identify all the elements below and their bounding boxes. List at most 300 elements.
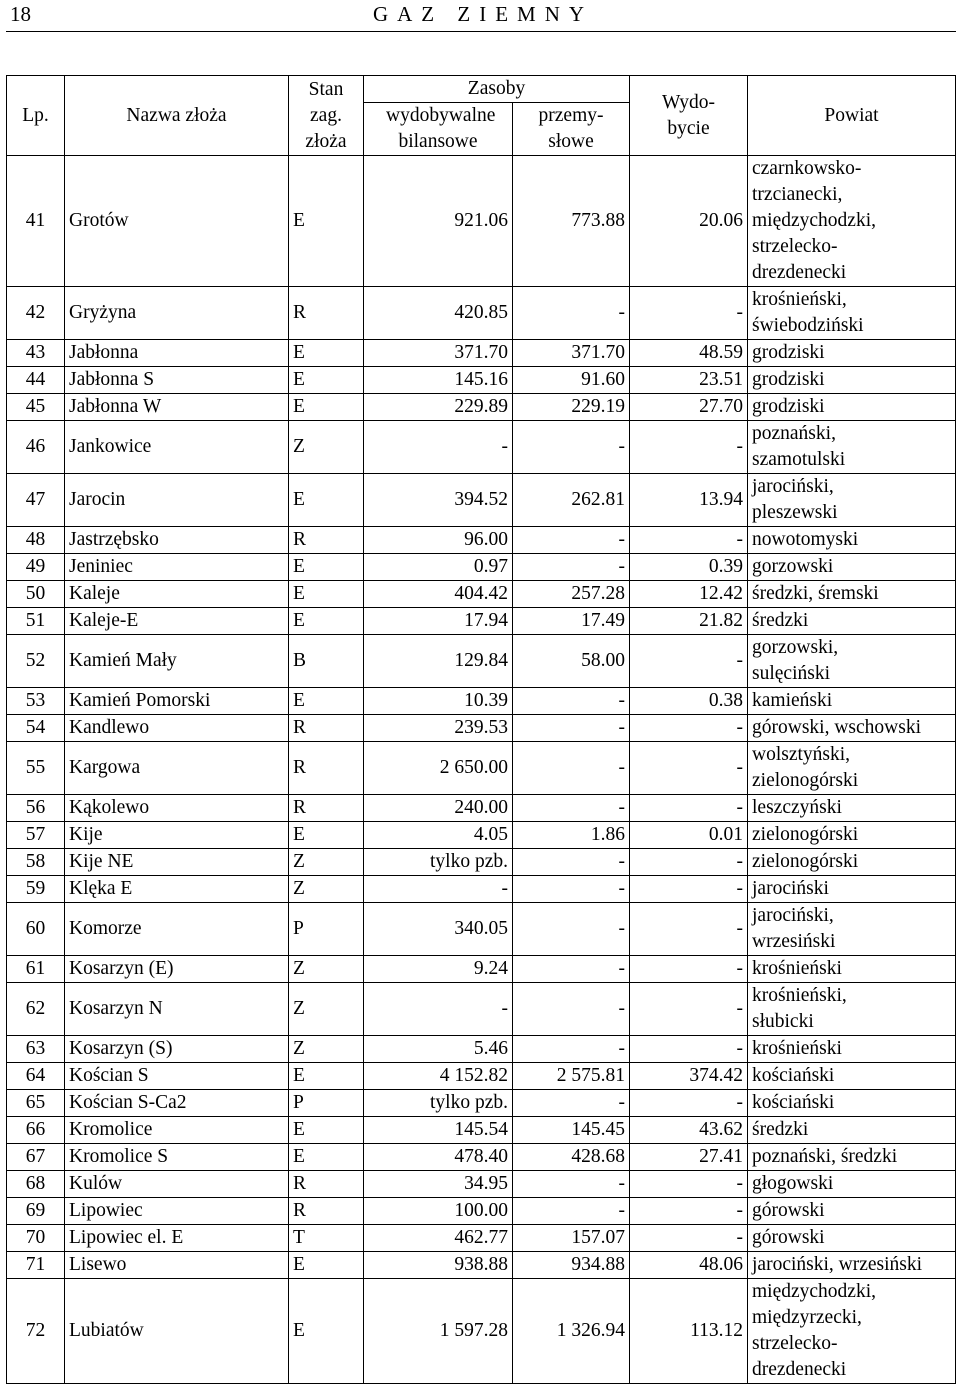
col-header-wydobywalne: wydobywalne bilansowe <box>364 103 513 156</box>
powiat-line: średzki <box>752 610 809 631</box>
cell-name: Komorze <box>65 903 289 956</box>
cell-wydobywalne: 4 152.82 <box>364 1063 513 1090</box>
cell-wydobywalne: 229.89 <box>364 394 513 421</box>
cell-wydobywalne: 340.05 <box>364 903 513 956</box>
cell-stan: E <box>289 156 364 287</box>
table-row <box>7 581 956 608</box>
cell-powiat <box>748 421 956 474</box>
cell-powiat <box>748 1252 956 1279</box>
table-row <box>7 1144 956 1171</box>
cell-wydobywalne: 17.94 <box>364 608 513 635</box>
cell-lp: 64 <box>7 1063 65 1090</box>
col-header-lp: Lp. <box>7 76 65 156</box>
cell-name: Kromolice <box>65 1117 289 1144</box>
cell-przemyslowe: - <box>513 956 630 983</box>
table-row <box>7 876 956 903</box>
cell-przemyslowe: 371.70 <box>513 340 630 367</box>
cell-stan: E <box>289 340 364 367</box>
table-row <box>7 608 956 635</box>
cell-name: Jankowice <box>65 421 289 474</box>
cell-name: Kargowa <box>65 742 289 795</box>
cell-powiat <box>748 742 956 795</box>
table-row <box>7 474 956 527</box>
cell-przemyslowe: 2 575.81 <box>513 1063 630 1090</box>
powiat-line: zielonogórski <box>752 770 859 791</box>
cell-name: Jastrzębsko <box>65 527 289 554</box>
col-header-przemyslowe: przemy-słowe <box>513 103 630 156</box>
cell-wydobywalne: tylko pzb. <box>364 849 513 876</box>
cell-wydobywalne: 478.40 <box>364 1144 513 1171</box>
cell-wydobywalne: - <box>364 421 513 474</box>
cell-wydobywalne: 34.95 <box>364 1171 513 1198</box>
cell-lp: 71 <box>7 1252 65 1279</box>
cell-lp: 62 <box>7 983 65 1036</box>
cell-stan: E <box>289 1252 364 1279</box>
cell-lp: 61 <box>7 956 65 983</box>
cell-lp: 67 <box>7 1144 65 1171</box>
cell-wydobycie: - <box>630 983 748 1036</box>
cell-wydobycie: 27.70 <box>630 394 748 421</box>
cell-powiat <box>748 1198 956 1225</box>
cell-name: Jabłonna <box>65 340 289 367</box>
powiat-line: trzcianecki, <box>752 184 843 205</box>
cell-stan: Z <box>289 983 364 1036</box>
powiat-line: krośnieński <box>752 1038 842 1059</box>
cell-powiat <box>748 715 956 742</box>
cell-wydobywalne: 1 597.28 <box>364 1279 513 1384</box>
powiat-line: wolsztyński, <box>752 744 851 765</box>
table-row <box>7 795 956 822</box>
table-row <box>7 340 956 367</box>
cell-wydobycie: - <box>630 635 748 688</box>
cell-przemyslowe: - <box>513 1036 630 1063</box>
cell-wydobycie: 20.06 <box>630 156 748 287</box>
cell-powiat <box>748 527 956 554</box>
cell-przemyslowe: 157.07 <box>513 1225 630 1252</box>
powiat-line: zielonogórski <box>752 851 859 872</box>
cell-wydobywalne: - <box>364 876 513 903</box>
cell-powiat <box>748 1063 956 1090</box>
powiat-line: jarociński, wrzesiński <box>752 1254 923 1275</box>
cell-powiat <box>748 876 956 903</box>
cell-lp: 68 <box>7 1171 65 1198</box>
cell-wydobycie: - <box>630 1171 748 1198</box>
powiat-line: świebodziński <box>752 315 864 336</box>
cell-wydobycie: 0.39 <box>630 554 748 581</box>
cell-przemyslowe: 262.81 <box>513 474 630 527</box>
cell-wydobycie: - <box>630 956 748 983</box>
cell-przemyslowe: - <box>513 849 630 876</box>
section-title: GAZ ZIEMNY <box>372 2 594 26</box>
cell-przemyslowe: 934.88 <box>513 1252 630 1279</box>
cell-lp: 43 <box>7 340 65 367</box>
cell-stan: R <box>289 795 364 822</box>
table-row <box>7 1171 956 1198</box>
cell-stan: E <box>289 688 364 715</box>
cell-przemyslowe: - <box>513 554 630 581</box>
cell-powiat <box>748 956 956 983</box>
powiat-line: poznański, <box>752 423 836 444</box>
powiat-line: grodziski <box>752 342 825 363</box>
cell-wydobywalne: 938.88 <box>364 1252 513 1279</box>
cell-name: Jarocin <box>65 474 289 527</box>
cell-wydobywalne: 404.42 <box>364 581 513 608</box>
cell-wydobycie: - <box>630 795 748 822</box>
table-row <box>7 527 956 554</box>
cell-przemyslowe: - <box>513 527 630 554</box>
cell-wydobycie: 21.82 <box>630 608 748 635</box>
table-row <box>7 1090 956 1117</box>
powiat-line: jarociński, <box>752 476 834 497</box>
cell-przemyslowe: 428.68 <box>513 1144 630 1171</box>
cell-stan: E <box>289 554 364 581</box>
powiat-line: zielonogórski <box>752 824 859 845</box>
cell-name: Kamień Pomorski <box>65 688 289 715</box>
cell-wydobywalne: 420.85 <box>364 287 513 340</box>
cell-wydobywalne: 100.00 <box>364 1198 513 1225</box>
cell-przemyslowe: - <box>513 1198 630 1225</box>
cell-stan: R <box>289 742 364 795</box>
cell-powiat <box>748 340 956 367</box>
cell-lp: 46 <box>7 421 65 474</box>
cell-stan: R <box>289 287 364 340</box>
cell-powiat <box>748 795 956 822</box>
cell-powiat <box>748 1225 956 1252</box>
cell-wydobywalne: - <box>364 983 513 1036</box>
cell-lp: 57 <box>7 822 65 849</box>
powiat-line: czarnkowsko- <box>752 158 862 179</box>
cell-powiat <box>748 1036 956 1063</box>
deposits-table <box>6 75 956 1384</box>
cell-lp: 63 <box>7 1036 65 1063</box>
cell-name: Kosarzyn (S) <box>65 1036 289 1063</box>
cell-lp: 72 <box>7 1279 65 1384</box>
cell-wydobycie: - <box>630 421 748 474</box>
cell-wydobywalne: 0.97 <box>364 554 513 581</box>
cell-name: Lipowiec <box>65 1198 289 1225</box>
cell-wydobycie: - <box>630 1198 748 1225</box>
table-row <box>7 688 956 715</box>
cell-wydobycie: 374.42 <box>630 1063 748 1090</box>
cell-wydobycie: 0.38 <box>630 688 748 715</box>
table-row <box>7 1036 956 1063</box>
cell-name: Kościan S <box>65 1063 289 1090</box>
cell-name: Kaleje-E <box>65 608 289 635</box>
cell-przemyslowe: - <box>513 1171 630 1198</box>
cell-name: Kosarzyn N <box>65 983 289 1036</box>
table-row <box>7 367 956 394</box>
cell-wydobycie: - <box>630 876 748 903</box>
cell-stan: E <box>289 367 364 394</box>
cell-stan: E <box>289 822 364 849</box>
cell-name: Kandlewo <box>65 715 289 742</box>
cell-przemyslowe: - <box>513 795 630 822</box>
cell-stan: P <box>289 903 364 956</box>
cell-przemyslowe: 257.28 <box>513 581 630 608</box>
cell-przemyslowe: 773.88 <box>513 156 630 287</box>
cell-przemyslowe: - <box>513 983 630 1036</box>
cell-lp: 48 <box>7 527 65 554</box>
cell-lp: 50 <box>7 581 65 608</box>
cell-wydobywalne: 145.16 <box>364 367 513 394</box>
cell-wydobycie: 27.41 <box>630 1144 748 1171</box>
cell-stan: E <box>289 1144 364 1171</box>
table-row <box>7 903 956 956</box>
cell-stan: E <box>289 608 364 635</box>
powiat-line: strzelecko- <box>752 236 838 257</box>
table-row <box>7 156 956 287</box>
cell-lp: 49 <box>7 554 65 581</box>
cell-name: Kromolice S <box>65 1144 289 1171</box>
cell-wydobywalne: 96.00 <box>364 527 513 554</box>
cell-lp: 45 <box>7 394 65 421</box>
cell-powiat <box>748 983 956 1036</box>
cell-wydobycie: 48.06 <box>630 1252 748 1279</box>
cell-powiat <box>748 903 956 956</box>
col-header-name: Nazwa złoża <box>65 76 289 156</box>
powiat-line: międzyrzecki, <box>752 1307 862 1328</box>
cell-lp: 56 <box>7 795 65 822</box>
cell-lp: 53 <box>7 688 65 715</box>
cell-przemyslowe: - <box>513 688 630 715</box>
powiat-line: międzychodzki, <box>752 210 876 231</box>
cell-wydobycie: - <box>630 1090 748 1117</box>
powiat-line: głogowski <box>752 1173 834 1194</box>
cell-stan: Z <box>289 956 364 983</box>
cell-name: Klęka E <box>65 876 289 903</box>
powiat-line: gorzowski, <box>752 637 839 658</box>
powiat-line: kamieński <box>752 690 833 711</box>
table-header <box>7 76 956 156</box>
cell-przemyslowe: 229.19 <box>513 394 630 421</box>
cell-powiat <box>748 554 956 581</box>
col-header-zasoby: Zasoby <box>364 76 630 103</box>
cell-wydobywalne: 394.52 <box>364 474 513 527</box>
cell-powiat <box>748 635 956 688</box>
cell-name: Kije <box>65 822 289 849</box>
cell-stan: E <box>289 474 364 527</box>
cell-wydobycie: - <box>630 1225 748 1252</box>
powiat-line: pleszewski <box>752 502 838 523</box>
cell-lp: 55 <box>7 742 65 795</box>
cell-powiat <box>748 1171 956 1198</box>
cell-powiat <box>748 156 956 287</box>
cell-name: Kosarzyn (E) <box>65 956 289 983</box>
table-row <box>7 742 956 795</box>
cell-powiat <box>748 608 956 635</box>
powiat-line: górowski, wschowski <box>752 717 921 738</box>
col-header-wydobycie: Wydo-bycie <box>630 76 748 156</box>
cell-powiat <box>748 474 956 527</box>
cell-lp: 41 <box>7 156 65 287</box>
powiat-line: jarociński <box>752 878 829 899</box>
cell-przemyslowe: - <box>513 287 630 340</box>
cell-lp: 59 <box>7 876 65 903</box>
cell-powiat <box>748 367 956 394</box>
cell-stan: R <box>289 1198 364 1225</box>
cell-wydobycie: 113.12 <box>630 1279 748 1384</box>
cell-stan: B <box>289 635 364 688</box>
powiat-line: gorzowski <box>752 556 834 577</box>
cell-stan: P <box>289 1090 364 1117</box>
cell-powiat <box>748 849 956 876</box>
table-row <box>7 1225 956 1252</box>
cell-stan: E <box>289 1117 364 1144</box>
powiat-line: poznański, średzki <box>752 1146 898 1167</box>
table-row <box>7 394 956 421</box>
table-row <box>7 554 956 581</box>
cell-powiat <box>748 1117 956 1144</box>
table-row <box>7 1279 956 1384</box>
cell-przemyslowe: 1 326.94 <box>513 1279 630 1384</box>
table-row <box>7 1198 956 1225</box>
cell-powiat <box>748 1279 956 1384</box>
cell-wydobywalne: 239.53 <box>364 715 513 742</box>
cell-wydobycie: - <box>630 715 748 742</box>
powiat-line: krośnieński <box>752 958 842 979</box>
cell-stan: E <box>289 394 364 421</box>
table-row <box>7 983 956 1036</box>
powiat-line: górowski <box>752 1227 825 1248</box>
cell-powiat <box>748 1090 956 1117</box>
powiat-line: krośnieński, <box>752 289 847 310</box>
cell-powiat <box>748 822 956 849</box>
powiat-line: górowski <box>752 1200 825 1221</box>
cell-przemyslowe: 17.49 <box>513 608 630 635</box>
cell-wydobycie: 48.59 <box>630 340 748 367</box>
table-row <box>7 1063 956 1090</box>
header-rule <box>6 31 956 32</box>
cell-stan: Z <box>289 421 364 474</box>
cell-wydobycie: 43.62 <box>630 1117 748 1144</box>
cell-wydobywalne: tylko pzb. <box>364 1090 513 1117</box>
cell-wydobycie: - <box>630 903 748 956</box>
cell-name: Jabłonna S <box>65 367 289 394</box>
cell-name: Jabłonna W <box>65 394 289 421</box>
cell-name: Kaleje <box>65 581 289 608</box>
cell-wydobywalne: 2 650.00 <box>364 742 513 795</box>
cell-powiat <box>748 287 956 340</box>
cell-wydobycie: - <box>630 1036 748 1063</box>
powiat-line: wrzesiński <box>752 931 836 952</box>
cell-przemyslowe: - <box>513 876 630 903</box>
cell-wydobywalne: 240.00 <box>364 795 513 822</box>
powiat-line: grodziski <box>752 396 825 417</box>
cell-wydobycie: - <box>630 849 748 876</box>
cell-wydobycie: 13.94 <box>630 474 748 527</box>
col-header-stan: Stan zag. złoża <box>289 76 364 156</box>
powiat-line: szamotulski <box>752 449 846 470</box>
cell-stan: Z <box>289 849 364 876</box>
table-row <box>7 822 956 849</box>
cell-wydobycie: - <box>630 287 748 340</box>
col-header-powiat: Powiat <box>748 76 956 156</box>
table-row <box>7 287 956 340</box>
cell-wydobycie: - <box>630 742 748 795</box>
cell-stan: R <box>289 715 364 742</box>
cell-przemyslowe: 145.45 <box>513 1117 630 1144</box>
powiat-line: grodziski <box>752 369 825 390</box>
page-number: 18 <box>10 2 31 26</box>
cell-stan: E <box>289 581 364 608</box>
cell-lp: 42 <box>7 287 65 340</box>
powiat-line: kościański <box>752 1092 835 1113</box>
cell-wydobywalne: 462.77 <box>364 1225 513 1252</box>
cell-lp: 44 <box>7 367 65 394</box>
cell-wydobywalne: 9.24 <box>364 956 513 983</box>
cell-lp: 54 <box>7 715 65 742</box>
cell-lp: 66 <box>7 1117 65 1144</box>
powiat-line: leszczyński <box>752 797 842 818</box>
cell-wydobywalne: 10.39 <box>364 688 513 715</box>
cell-przemyslowe: 91.60 <box>513 367 630 394</box>
cell-powiat <box>748 1144 956 1171</box>
cell-lp: 70 <box>7 1225 65 1252</box>
powiat-line: kościański <box>752 1065 835 1086</box>
powiat-line: sulęciński <box>752 663 830 684</box>
powiat-line: drezdenecki <box>752 262 847 283</box>
cell-stan: R <box>289 527 364 554</box>
cell-wydobywalne: 145.54 <box>364 1117 513 1144</box>
running-head <box>0 0 960 30</box>
cell-name: Kościan S-Ca2 <box>65 1090 289 1117</box>
cell-name: Jeniniec <box>65 554 289 581</box>
cell-lp: 47 <box>7 474 65 527</box>
cell-przemyslowe: - <box>513 903 630 956</box>
table-row <box>7 635 956 688</box>
cell-name: Kamień Mały <box>65 635 289 688</box>
cell-lp: 65 <box>7 1090 65 1117</box>
cell-name: Lisewo <box>65 1252 289 1279</box>
table-row <box>7 1252 956 1279</box>
cell-wydobywalne: 5.46 <box>364 1036 513 1063</box>
cell-name: Grotów <box>65 156 289 287</box>
cell-przemyslowe: 1.86 <box>513 822 630 849</box>
cell-lp: 58 <box>7 849 65 876</box>
cell-lp: 51 <box>7 608 65 635</box>
cell-powiat <box>748 581 956 608</box>
cell-stan: Z <box>289 876 364 903</box>
cell-powiat <box>748 688 956 715</box>
powiat-line: jarociński, <box>752 905 834 926</box>
cell-name: Kąkolewo <box>65 795 289 822</box>
cell-wydobycie: 0.01 <box>630 822 748 849</box>
cell-przemyslowe: - <box>513 1090 630 1117</box>
cell-name: Gryżyna <box>65 287 289 340</box>
powiat-line: słubicki <box>752 1011 814 1032</box>
cell-stan: Z <box>289 1036 364 1063</box>
cell-wydobywalne: 4.05 <box>364 822 513 849</box>
cell-wydobywalne: 129.84 <box>364 635 513 688</box>
cell-wydobycie: 12.42 <box>630 581 748 608</box>
cell-wydobywalne: 921.06 <box>364 156 513 287</box>
cell-przemyslowe: 58.00 <box>513 635 630 688</box>
table-row <box>7 849 956 876</box>
powiat-line: strzelecko- <box>752 1333 838 1354</box>
cell-lp: 52 <box>7 635 65 688</box>
table-row <box>7 421 956 474</box>
cell-name: Lubiatów <box>65 1279 289 1384</box>
table-body <box>7 156 956 1384</box>
cell-stan: E <box>289 1279 364 1384</box>
powiat-line: średzki <box>752 1119 809 1140</box>
cell-stan: T <box>289 1225 364 1252</box>
powiat-line: nowotomyski <box>752 529 859 550</box>
cell-name: Lipowiec el. E <box>65 1225 289 1252</box>
cell-przemyslowe: - <box>513 421 630 474</box>
powiat-line: krośnieński, <box>752 985 847 1006</box>
cell-stan: E <box>289 1063 364 1090</box>
